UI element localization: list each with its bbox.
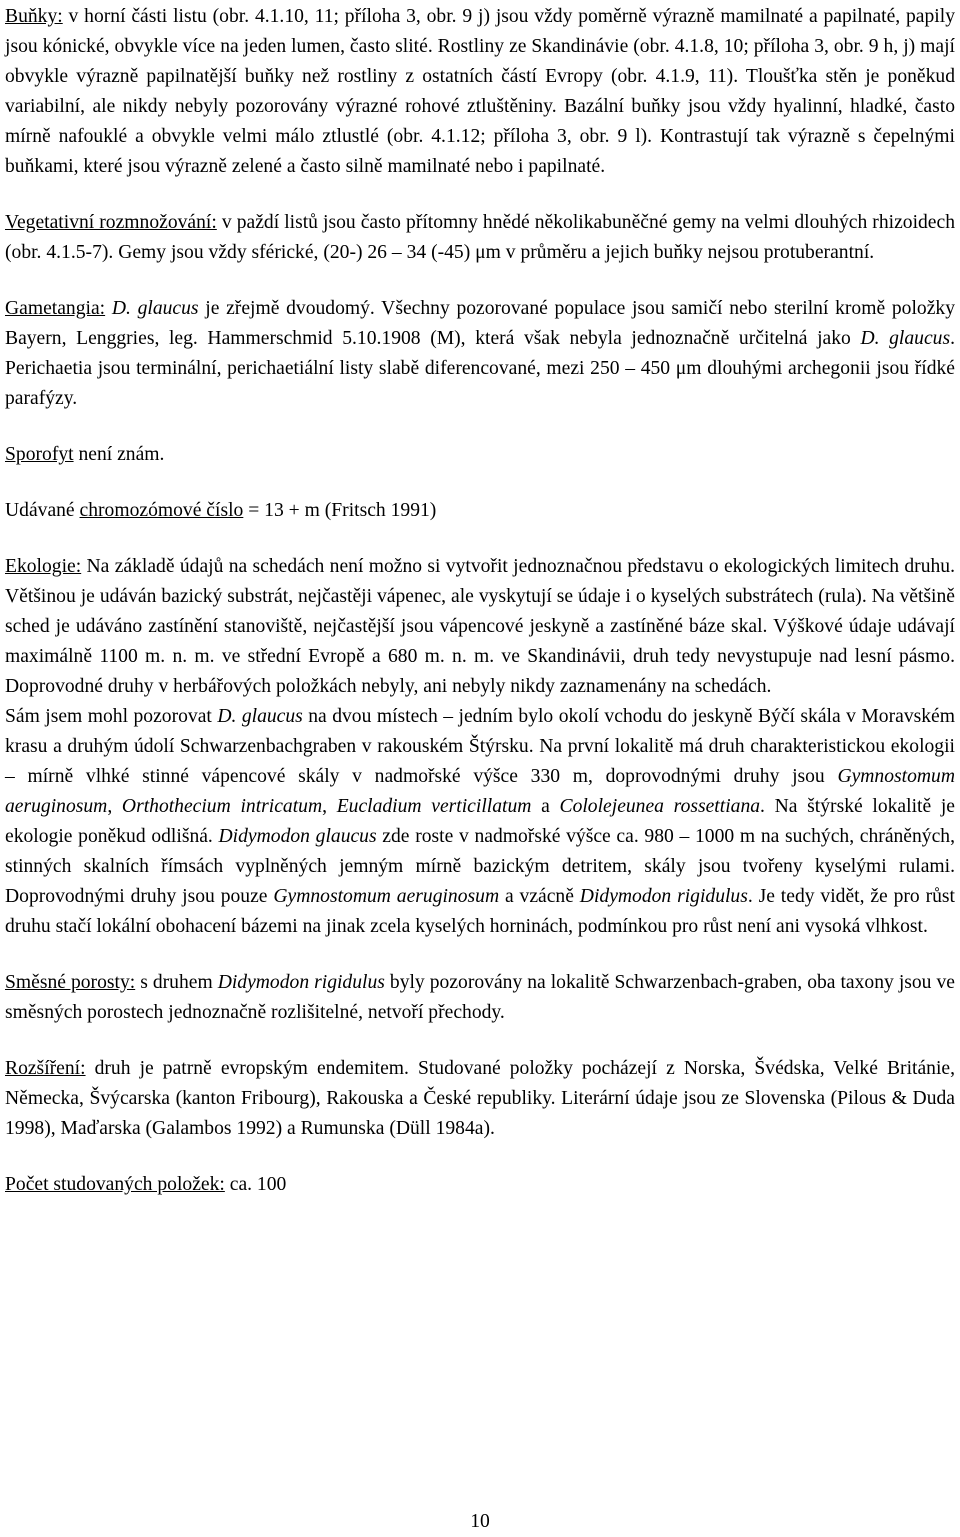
section-sporofyt: [5, 440, 955, 470]
section-label: Sporofyt: [5, 444, 74, 465]
section-label: Rozšíření:: [5, 1058, 86, 1079]
paragraph: [5, 294, 955, 414]
paragraph: [5, 552, 955, 702]
section-label: Směsné porosty:: [5, 972, 136, 993]
species-name: Orthothecium intricatum: [121, 796, 323, 817]
species-name: Cololejeunea rossettiana: [559, 796, 761, 817]
paragraph: [5, 1170, 955, 1200]
section-chromozomove-cislo: [5, 496, 955, 526]
body-text: Na základě údajů na schedách není možno si vytvořit jednoznačnou představu o ekologických limitech druhu. Většinou je udáván bazický substrát, nejčastěji vápenec, ale vyskytují se údaje i o kyselých substrátech (rula). Na většině sched je udáváno zastínění stanoviště, nejčastější jsou vápencové jeskyně a zastíněné báze skal. Výškové údaje udávají maximálně 1100 m. n. m. ve střední Evropě a 680 m. n. m. ve Skandinávii, druh tedy nevystupuje nad lesní pásmo. Doprovodné druhy v herbářových položkách nebyly, ani nebyly nikdy zaznamenány na schedách.: [5, 556, 955, 697]
body-text: je zřejmě dvoudomý. Všechny pozorované populace jsou samičí nebo sterilní kromě položky Bayern, Lenggries, leg. Hammerschmid 5.10.1908 (M), která však nebyla jednoznačně určitelná jako: [5, 298, 955, 349]
document-page: [5, 2, 955, 1226]
paragraph: [5, 496, 955, 526]
paragraph: [5, 702, 955, 942]
species-name: D. glaucus: [217, 706, 303, 727]
paragraph: [5, 968, 955, 1028]
body-text: v horní části listu (obr. 4.1.10, 11; příloha 3, obr. 9 j) jsou vždy poměrně výrazně mamilnaté a papilnaté, papily jsou kónické, obvykle více na jeden lumen, často slité. Rostliny ze Skandinávie (obr. 4.1.8, 10; příloha 3, obr. 9 h, j) mají obvykle výrazně papilnatější buňky než rostliny z ostatních částí Evropy (obr. 4.1.9, 11). Tloušťka stěn je poněkud variabilní, ale nikdy nebyly pozorovány výrazné rohové ztluštěniny. Bazální buňky jsou vždy hyalinní, hladké, často mírně nafouklé a obvykle velmi málo ztlustlé (obr. 4.1.12; příloha 3, obr. 9 l). Kontrastují tak výrazně s čepelnými buňkami, které jsou výrazně zelené a často silně mamilnaté nebo i papilnaté.: [5, 6, 955, 177]
body-text: Udávané: [5, 500, 80, 521]
body-text: zde roste v nadmořské výšce ca. 980 – 1000 m na suchých, chráněných, stinných skalních římsách vyplněných jemným mírně bazickým detritem, skály jsou tvořeny kyselými rulami. Doprovodnými druhy jsou pouze: [5, 826, 955, 907]
species-name: Didymodon glaucus: [218, 826, 377, 847]
body-text: a: [531, 796, 560, 817]
body-text: na dvou místech – jedním bylo okolí vchodu do jeskyně Býčí skála v Moravském krasu a druhým údolí Schwarzenbachgraben v rakouském Štýrsku. Na první lokalitě má druh charakteristickou ekologii – mírně vlhké stinné vápencové skály v nadmořské výšce 330 m, doprovodnými druhy jsou: [5, 706, 955, 787]
body-text: v paždí listů jsou často přítomny hnědé několikabuněčné gemy na velmi dlouhých rhizoidech (obr. 4.1.5-7). Gemy jsou vždy sférické, (20-) 26 – 34 (-45) μm v průměru a jejich buňky nejsou protuberantní.: [5, 212, 955, 263]
body-text: . Perichaetia jsou terminální, perichaetiální listy slabě diferencované, mezi 250 – 450 μm dlouhými archegonii jsou řídké parafýzy.: [5, 328, 955, 409]
species-name: Didymodon rigidulus: [217, 972, 385, 993]
body-text: byly pozorovány na lokalitě Schwarzenbach-graben, oba taxony jsou ve směsných porostech jednoznačně rozlišitelné, netvoří přechody.: [5, 972, 955, 1023]
body-text: ,: [107, 796, 122, 817]
paragraph: [5, 208, 955, 268]
paragraph: [5, 2, 955, 182]
section-label: Vegetativní rozmnožování:: [5, 212, 217, 233]
section-smesne-porosty: [5, 968, 955, 1028]
body-text: s druhem: [135, 972, 218, 993]
section-label: Gametangia:: [5, 298, 106, 319]
body-text: = 13 + m (Fritsch 1991): [243, 500, 437, 521]
paragraph: [5, 440, 955, 470]
species-name: Gymnostomum aeruginosum: [5, 766, 955, 817]
section-vegetativni-rozmnozovani: [5, 208, 955, 268]
section-label: Ekologie:: [5, 556, 82, 577]
section-label: Počet studovaných položek:: [5, 1174, 225, 1195]
section-label: chromozómové číslo: [79, 500, 244, 521]
body-text: druh je patrně evropským endemitem. Studované položky pocházejí z Norska, Švédska, Velké Británie, Německa, Švýcarska (kanton Fribourg), Rakouska a České republiky. Literární údaje jsou ze Slovenska (Pilous & Duda 1998), Maďarska (Galambos 1992) a Rumunska (Düll 1984a).: [5, 1058, 955, 1139]
section-ekologie: [5, 552, 955, 942]
body-text: a vzácně: [499, 886, 580, 907]
body-text: . Je tedy vidět, že pro růst druhu stačí lokální obohacení bázemi na jinak zcela kyselých horninách, podmínkou pro růst není ani vysoká vlhkost.: [5, 886, 955, 937]
section-gametangia: [5, 294, 955, 414]
species-name: Didymodon rigidulus: [579, 886, 748, 907]
section-pocet-polozek: [5, 1170, 955, 1200]
species-name: D. glaucus: [860, 328, 951, 349]
species-name: Eucladium verticillatum: [336, 796, 532, 817]
page-number: 10: [470, 1511, 490, 1532]
body-text: Sám jsem mohl pozorovat: [5, 706, 218, 727]
section-bunky: [5, 2, 955, 182]
species-name: Gymnostomum aeruginosum: [273, 886, 500, 907]
species-name: D. glaucus: [111, 298, 199, 319]
body-text: . Na štýrské lokalitě je ekologie poněkud odlišná.: [5, 796, 955, 847]
body-text: ,: [322, 796, 337, 817]
section-label: Buňky:: [5, 6, 63, 27]
body-text: [105, 298, 112, 319]
section-rozsireni: [5, 1054, 955, 1144]
body-text: není znám.: [73, 444, 165, 465]
body-text: ca. 100: [224, 1174, 287, 1195]
paragraph: [5, 1054, 955, 1144]
